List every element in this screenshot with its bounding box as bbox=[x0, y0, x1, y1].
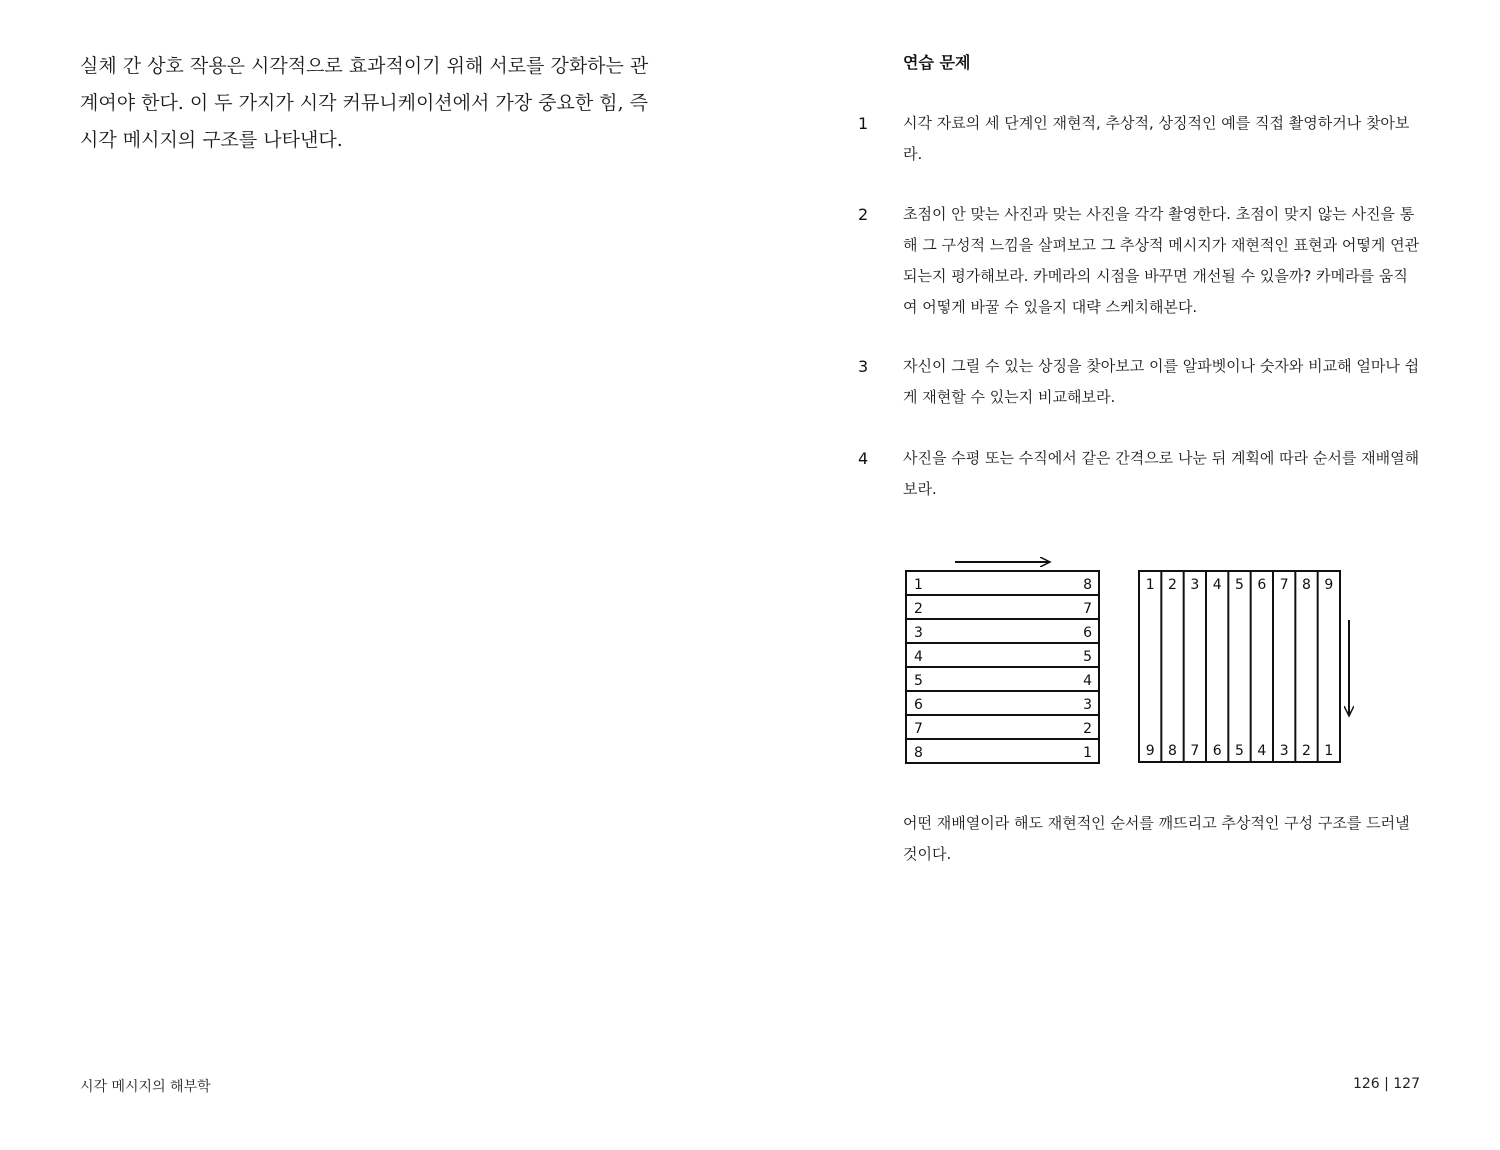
strip-label-left: 7 bbox=[914, 721, 923, 737]
exercise-number: 2 bbox=[858, 205, 869, 224]
strip-label-right: 3 bbox=[1083, 697, 1092, 713]
strip-label-top: 5 bbox=[1235, 577, 1244, 593]
vertical-grid-frame bbox=[1139, 571, 1340, 762]
strip-label-left: 8 bbox=[914, 745, 923, 761]
strip-label-top: 4 bbox=[1212, 577, 1222, 593]
strip-label-right: 4 bbox=[1083, 673, 1092, 689]
strip-label-top: 7 bbox=[1279, 577, 1289, 593]
exercise-number: 4 bbox=[858, 449, 869, 468]
exercise-text: 시각 자료의 세 단계인 재현적, 추상적, 상징적인 예를 직접 촬영하거나 찾아보라. bbox=[903, 114, 1410, 163]
strip-label-top: 1 bbox=[1145, 577, 1155, 593]
strip-label-bottom: 5 bbox=[1235, 743, 1244, 759]
strip-label-top: 9 bbox=[1324, 577, 1334, 593]
strip-label-bottom: 4 bbox=[1257, 743, 1267, 759]
strip-label-right: 7 bbox=[1083, 601, 1092, 617]
strip-label-left: 4 bbox=[914, 649, 923, 665]
strip-label-top: 8 bbox=[1302, 577, 1311, 593]
strip-label-right: 6 bbox=[1083, 625, 1092, 641]
exercise-text: 초점이 안 맞는 사진과 맞는 사진을 각각 촬영한다. 초점이 맞지 않는 사진을 통해 그 구성적 느낌을 살펴보고 그 추상적 메시지가 재현적인 표현과 어떻게 연관되는지 평가해보라. 카메라의 시점을 바꾸면 개선될 수 있을까? 카메라를 움직여 어떻게 바꿀 수 있을지 대략 스케치해본다. bbox=[903, 205, 1420, 316]
strip-label-bottom: 1 bbox=[1324, 743, 1334, 759]
strip-label-right: 5 bbox=[1083, 649, 1092, 665]
strip-label-bottom: 9 bbox=[1145, 743, 1155, 759]
exercise-number: 3 bbox=[858, 357, 869, 376]
left-page-body-text: 실체 간 상호 작용은 시각적으로 효과적이기 위해 서로를 강화하는 관계여야 한다. 이 두 가지가 시각 커뮤니케이션에서 가장 중요한 힘, 즉 시각 메시지의 구조를 나타낸다. bbox=[80, 55, 649, 151]
closing-paragraph: 어떤 재배열이라 해도 재현적인 순서를 깨뜨리고 추상적인 구성 구조를 드러낼 것이다. bbox=[903, 814, 1410, 863]
strip-label-bottom: 3 bbox=[1279, 743, 1289, 759]
strip-label-right: 1 bbox=[1083, 745, 1092, 761]
horizontal-strips-grid bbox=[906, 571, 1099, 763]
strip-label-bottom: 8 bbox=[1168, 743, 1177, 759]
page-numbers: 126 | 127 bbox=[1352, 1076, 1420, 1092]
strip-label-bottom: 2 bbox=[1302, 743, 1311, 759]
exercise-number: 1 bbox=[858, 114, 869, 133]
strip-label-left: 2 bbox=[914, 601, 923, 617]
strip-label-bottom: 7 bbox=[1190, 743, 1200, 759]
strip-label-left: 3 bbox=[914, 625, 923, 641]
strip-label-top: 6 bbox=[1257, 577, 1267, 593]
vertical-strips-grid bbox=[1139, 571, 1340, 762]
strip-label-top: 2 bbox=[1168, 577, 1177, 593]
strip-label-left: 1 bbox=[914, 577, 923, 593]
running-footer-title: 시각 메시지의 해부학 bbox=[80, 1079, 211, 1095]
exercise-text: 사진을 수평 또는 수직에서 같은 간격으로 나눈 뒤 계획에 따라 순서를 재배열해보라. bbox=[903, 449, 1420, 498]
strip-label-right: 8 bbox=[1083, 577, 1092, 593]
strip-label-left: 5 bbox=[914, 673, 923, 689]
exercises-heading: 연습 문제 bbox=[903, 53, 971, 72]
strip-label-right: 2 bbox=[1083, 721, 1092, 737]
strip-label-top: 3 bbox=[1190, 577, 1200, 593]
strip-label-bottom: 6 bbox=[1212, 743, 1222, 759]
strip-label-left: 6 bbox=[914, 697, 923, 713]
exercise-text: 자신이 그릴 수 있는 상징을 찾아보고 이를 알파벳이나 숫자와 비교해 얼마나 쉽게 재현할 수 있는지 비교해보라. bbox=[903, 357, 1420, 406]
